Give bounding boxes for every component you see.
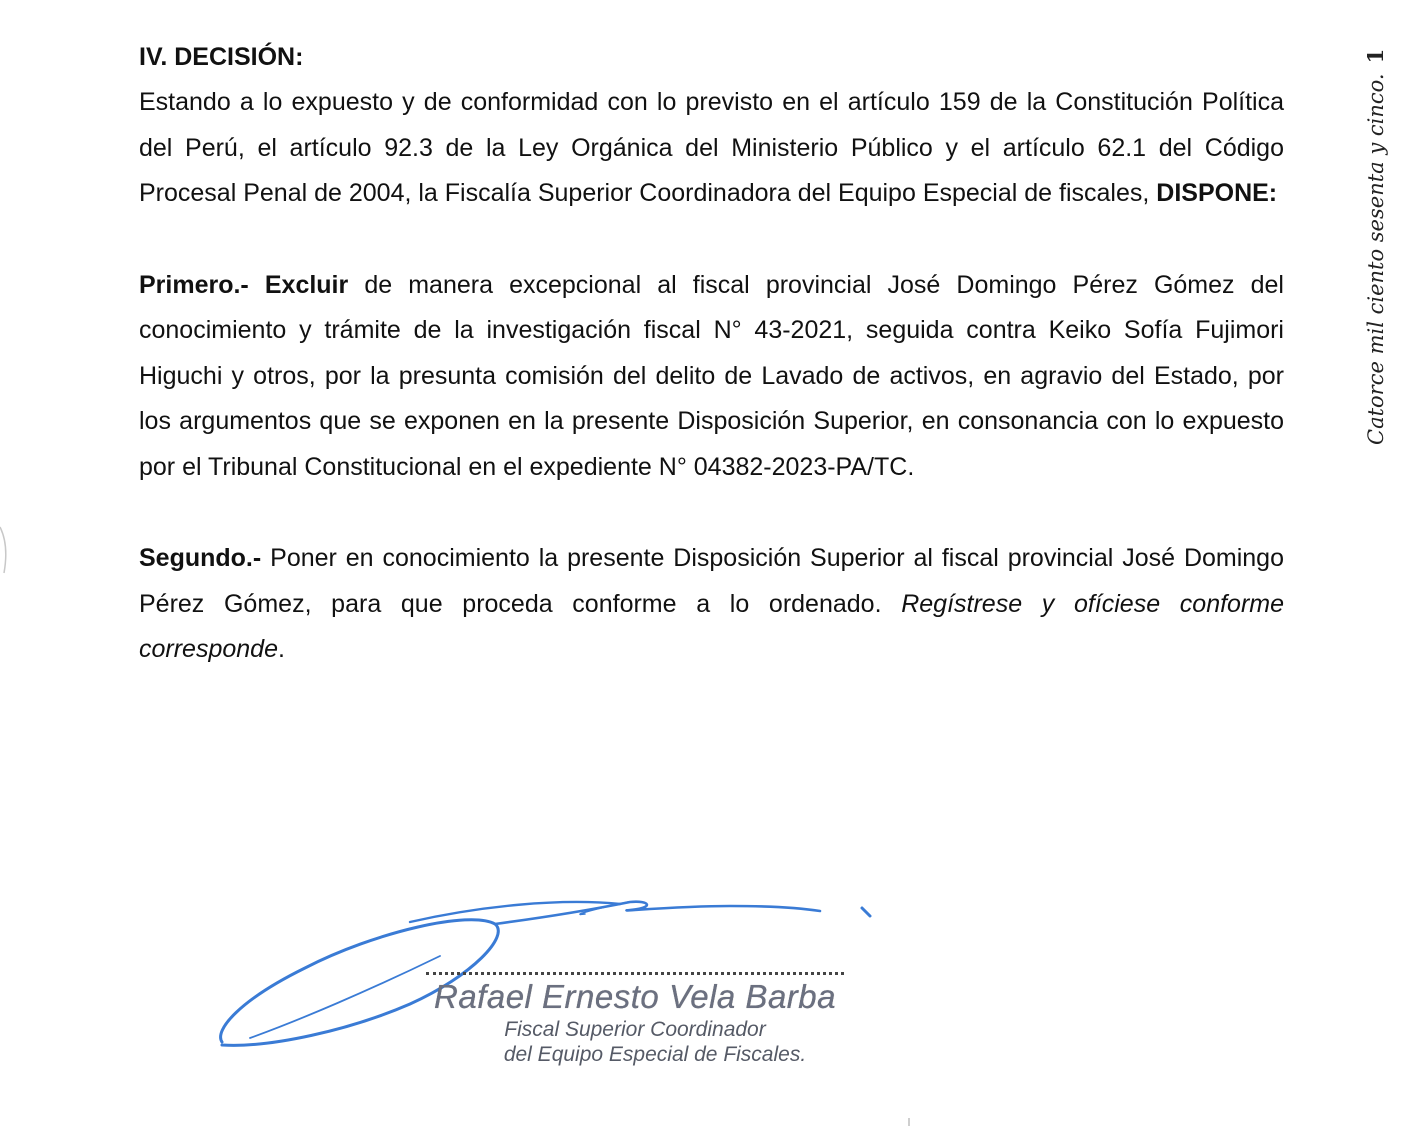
primero-text: de manera excepcional al fiscal provincial José Domingo Pérez Gómez del conocimiento y trámite de la investigación fiscal N° 43-2021, seguida contra Keiko Sofía Fujimori Higuchi y otros, por la presunta comisión del delito de Lavado de activos, en agravio del Estado, por los argumentos que se exponen en la presente Disposición Superior, en consonancia con lo expuesto por el Tribunal Constitucional en el expediente N° 04382-2023-PA/TC. [139, 270, 1284, 481]
segundo-label: Segundo.- [139, 544, 262, 572]
segundo-text: Poner en conocimiento la presente Disposición Superior al fiscal provincial José Domingo Pérez Gómez, para que proceda conforme a lo ordenado. [139, 544, 1284, 618]
segundo-end: . [277, 635, 285, 663]
intro-paragraph [139, 80, 1284, 217]
paragraph-gap [139, 217, 1284, 263]
intro-text: Estando a lo expuesto y de conformidad con lo previsto en el artículo 159 de la Constitución Política del Perú, el artículo 92.3 de la Ley Orgánica del Ministerio Público y el artículo 62.1 del Código Procesal Penal de 2004, la Fiscalía Superior Coordinadora del Equipo Especial de fiscales, [139, 88, 1284, 207]
scan-speck [908, 1118, 910, 1126]
signatory-name: Rafael Ernesto Vela Barba [433, 978, 836, 1015]
margin-note-rotated [1363, 49, 1388, 445]
primero-label: Primero.- [139, 270, 249, 299]
folio-number: 1 [1363, 48, 1388, 64]
signature-block [210, 880, 890, 1100]
paragraph-gap [139, 490, 1284, 536]
signatory-title: Fiscal Superior Coordinador [504, 1018, 766, 1041]
document-body [139, 34, 1284, 673]
margin-note [1363, 0, 1403, 450]
signatory-office: del Equipo Especial de Fiscales. [503, 1043, 807, 1066]
section-heading: IV. DECISIÓN: [139, 43, 304, 71]
segundo-closing: Regístrese y ofíciese conforme corresponde [139, 589, 1285, 663]
primero-verb: Excluir [264, 270, 349, 299]
primero-paragraph [139, 263, 1284, 491]
stamp-dotted-line [426, 972, 844, 975]
margin-note-text: Catorce mil ciento sesenta y cinco. [1364, 73, 1388, 445]
intro-emphasis: DISPONE: [1156, 179, 1278, 207]
scan-edge-mark [0, 525, 12, 575]
segundo-paragraph [139, 536, 1284, 673]
official-stamp [420, 972, 850, 1067]
